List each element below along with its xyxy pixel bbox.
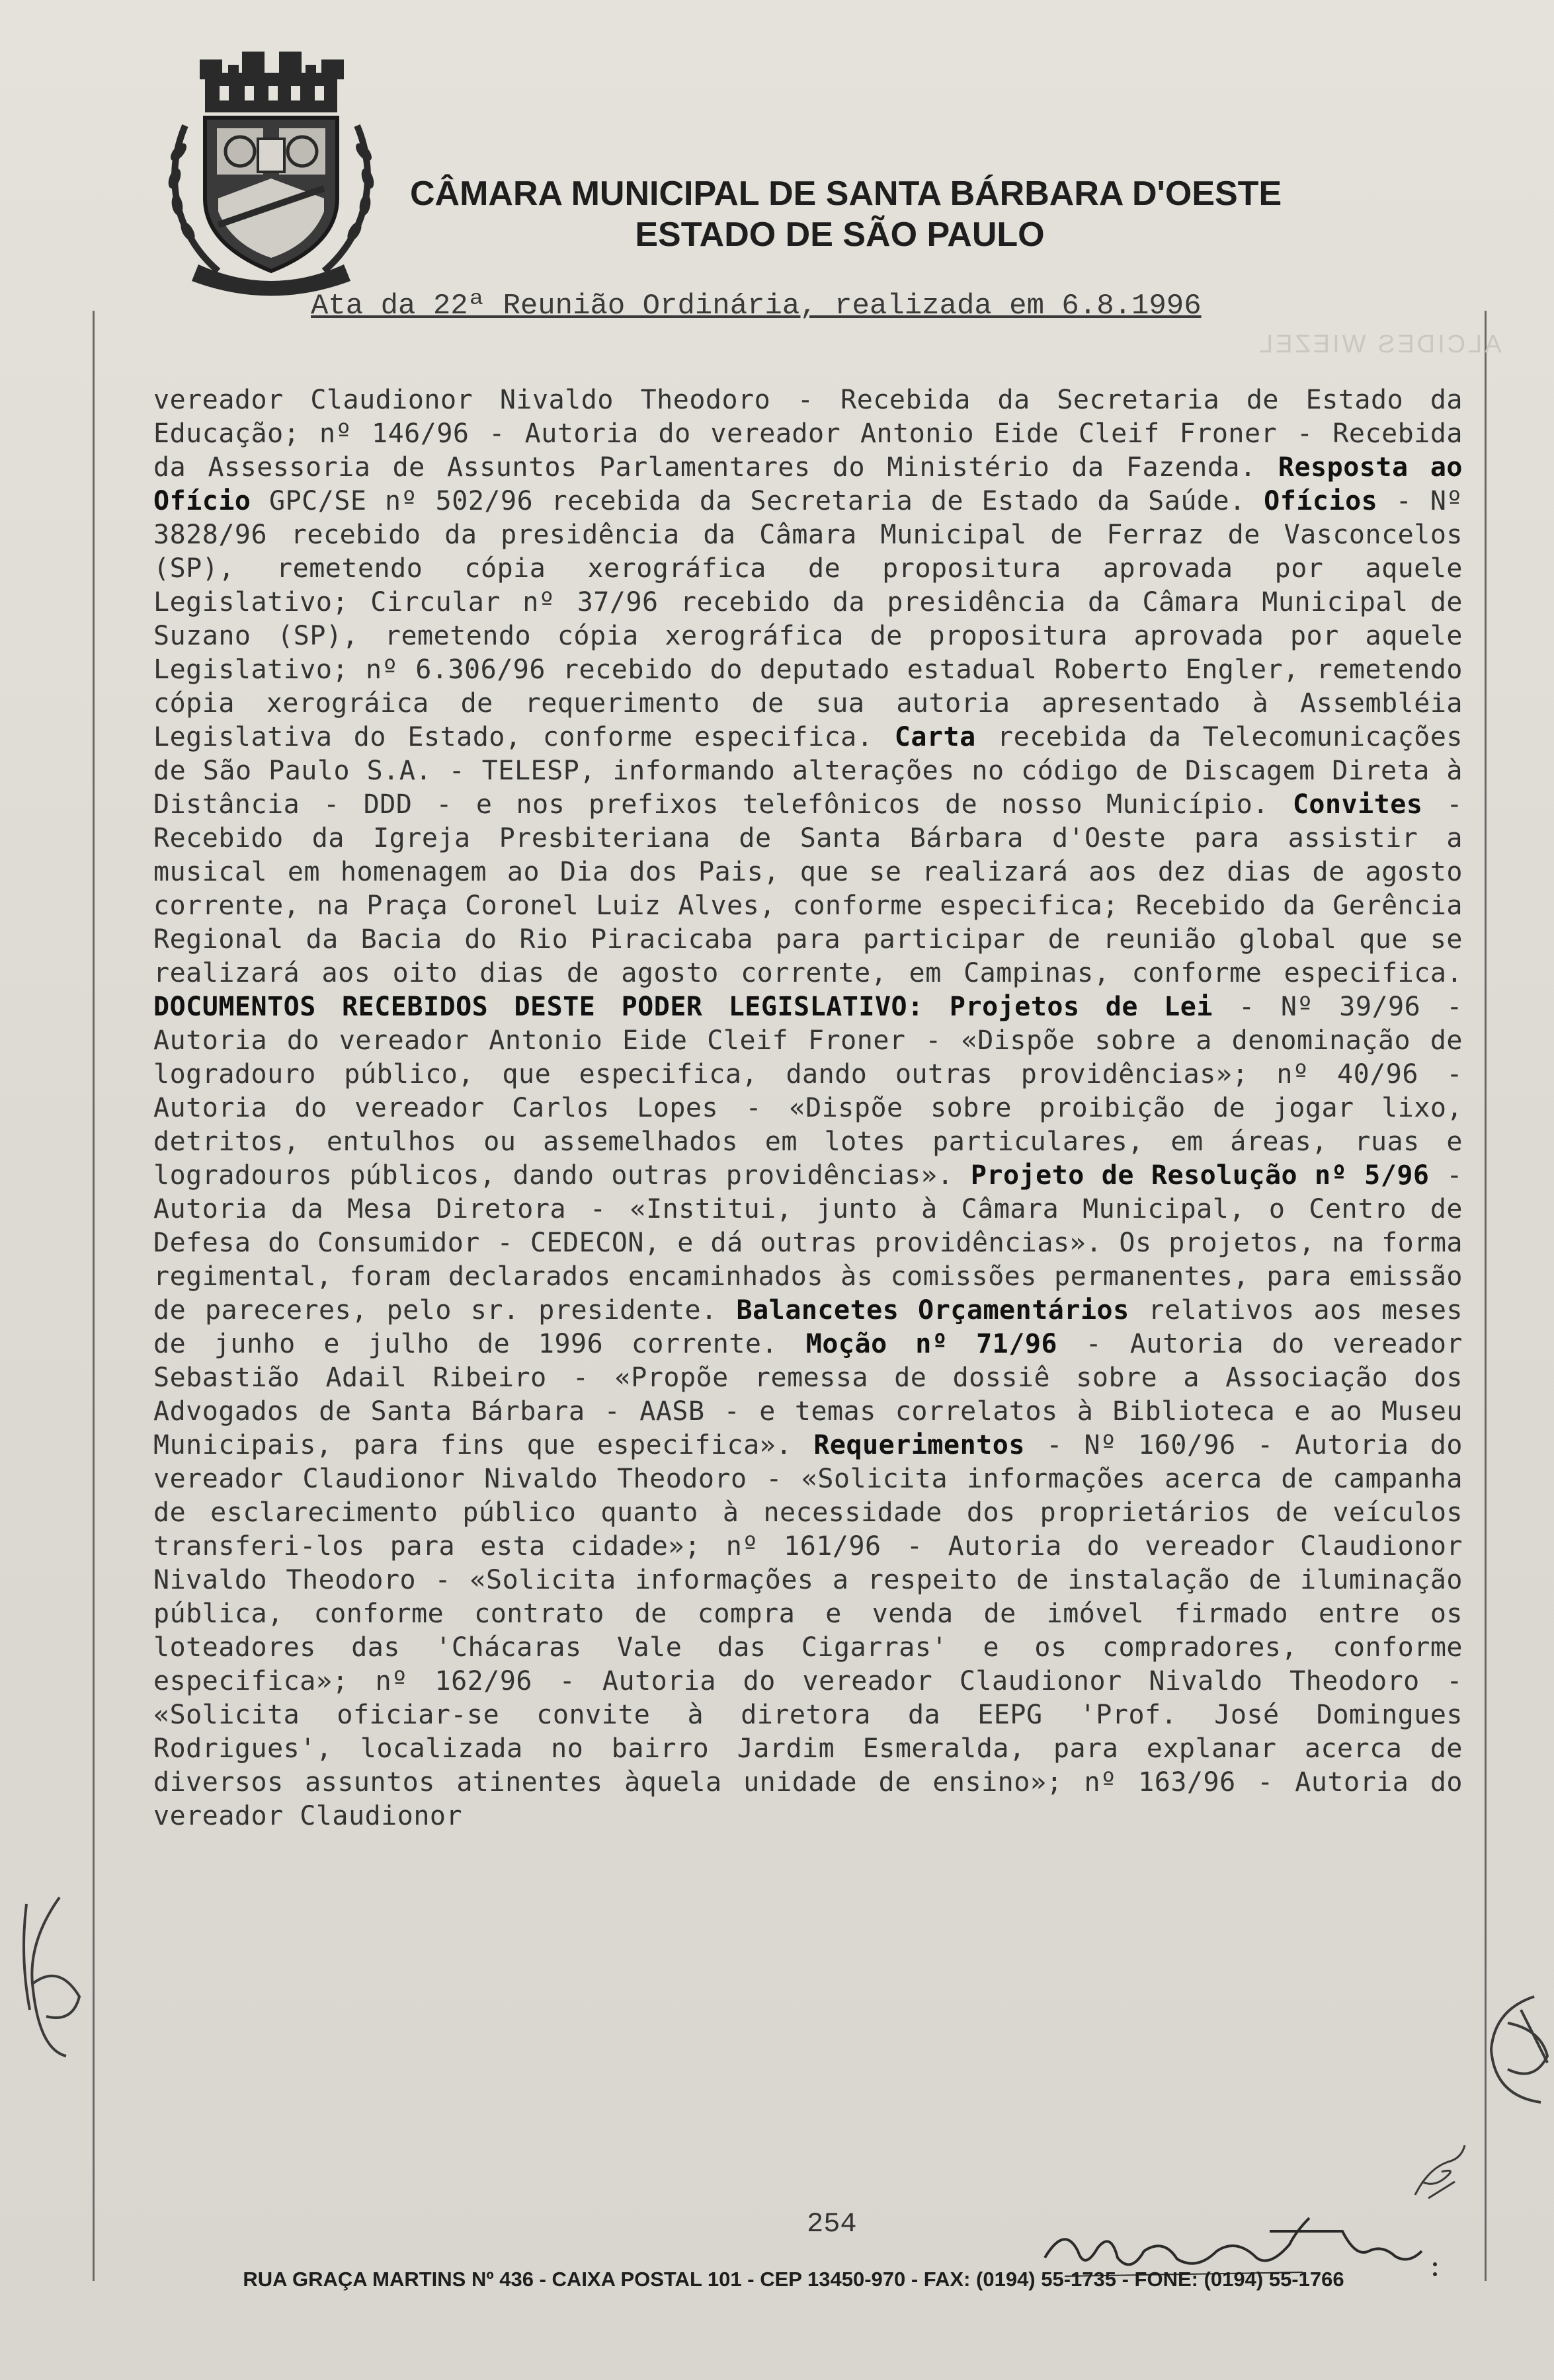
margin-rubric-right [1481,1983,1554,2116]
bold-heading-run: Projetos de Lei [949,992,1213,1022]
text-run: recebida da Telecomunicações de São Paulo S.A. - TELESP, informando alterações no código de Discagem Direta à Distância - DDD - e nos prefixos telefônicos de nosso Município. [153,722,1463,820]
initials-mark [1409,2142,1468,2202]
text-run: - Nº 160/96 - Autoria do vereador Claudionor Nivaldo Theodoro - «Solicita informações acerca de campanha de esclarecimento público quanto à necessidade dos proprietários de veículos transferi-los para esta cidade»; nº 161/96 - Autoria do vereador Claudionor Nivaldo Theodoro - «Solicita informações a respeito de instalação de iluminação pública, conforme contrato de compra e venda de imóvel firmado entre os loteadores das 'Chácaras Vale das Cigarras' e os compradores, conforme especifica»; nº 162/96 - Autoria do vereador Claudionor Nivaldo Theodoro - «Solicita oficiar-se convite à diretora da EEPG 'Prof. José Domingues Rodrigues', localizada no bairro Jardim Esmeralda, para explanar acerca de diversos assuntos atinentes àquela unidade de ensino»; nº 163/96 - Autoria do vereador Claudionor [153,1430,1463,1831]
text-run: - Recebido da Igreja Presbiteriana de Santa Bárbara d'Oeste para assistir a musical em homenagem ao Dia dos Pais, que se realizará aos dez dias de agosto corrente, na Praça Coronel Luiz Alves, conforme especifica; Recebido da Gerência Regional da Bacia do Rio Piracicaba para participar de reunião global que se realizará aos oito dias de agosto corrente, em Campinas, conforme especifica. [153,789,1463,988]
institution-name: CÂMARA MUNICIPAL DE SANTA BÁRBARA D'OESTE [410,175,1282,213]
letterhead-footer: RUA GRAÇA MARTINS Nº 436 - CAIXA POSTAL 101 - CEP 13450-970 - FAX: (0194) 55-1735 - FONE: (0194) 55-1766 [243,2268,1344,2291]
margin-rubric-left [13,1891,93,2063]
text-run: - Autoria da Mesa Diretora - «Institui, junto à Câmara Municipal, o Centro de Defesa do Consumidor - CEDECON, e dá outras providências». Os projetos, na forma regimental, foram declarados encaminhados às comissões permanentes, para emissão de pareceres, pelo sr. presidente. [153,1160,1463,1326]
text-run: - Nº 39/96 - Autoria do vereador Antonio Eide Cleif Froner - «Dispõe sobre a denominação de logradouro público, que especifica, dando outras providências»; nº 40/96 - Autoria do vereador Carlos Lopes - «Dispõe sobre proibição de jogar lixo, detritos, entulhos ou assemelhados em lotes particulares, em áreas, ruas e logradouros públicos, dando outras providências». [153,992,1463,1191]
bold-heading-run: Convites [1292,789,1423,820]
text-run: - Autoria do vereador Sebastião Adail Ribeiro - «Propõe remessa de dossiê sobre a Associação dos Advogados de Santa Bárbara - AASB - e temas correlatos à Biblioteca e ao Museu Municipais, para fins que especifica». [153,1329,1463,1460]
bold-heading-run: Ofícios [1264,486,1378,516]
municipal-crest-icon [159,46,384,304]
text-run: GPC/SE nº 502/96 recebida da Secretaria de Estado da Saúde. [251,486,1264,516]
text-run: - Nº 3828/96 recebido da presidência da Câmara Municipal de Ferraz de Vasconcelos (SP), remetendo cópia xerográfica de propositura aprovada por aquele Legislativo; Circular nº 37/96 recebido da presidência da Câmara Municipal de Suzano (SP), remetendo cópia xerográfica de propositura aprovada por aquele Legislativo; nº 6.306/96 recebido do deputado estadual Roberto Engler, remetendo cópia xerográica de requerimento de sua autoria apresentado à Assembléia Legislativa do Estado, conforme especifica. [153,486,1463,752]
text-run [924,992,950,1022]
left-margin-rule [93,311,95,2281]
bleed-through-stamp: ALCIDES WIEZEL [1256,331,1502,358]
bold-heading-run: Resposta ao Ofício [153,452,1463,516]
bold-heading-run: Projeto de Resolução nº 5/96 [970,1160,1430,1191]
bold-heading-run: Carta [894,722,976,752]
state-name: ESTADO DE SÃO PAULO [635,216,1045,254]
minutes-body [153,383,1463,1833]
bold-heading-run: DOCUMENTOS RECEBIDOS DESTE PODER LEGISLATIVO: [153,992,924,1022]
meeting-title: Ata da 22ª Reunião Ordinária, realizada em 6.8.1996 [311,290,1202,323]
text-run: vereador Claudionor Nivaldo Theodoro - Recebida da Secretaria de Estado da Educação; nº 146/96 - Autoria do vereador Antonio Eide Cleif Froner - Recebida da Assessoria de Assuntos Parlamentares do Ministério da Fazenda. [153,385,1463,483]
bold-heading-run: Balancetes Orçamentários [736,1295,1129,1326]
bold-heading-run: Moção nº 71/96 [805,1329,1057,1359]
letterhead [410,173,1282,255]
bold-heading-run: Requerimentos [813,1430,1025,1460]
page-number: 254 [807,2208,857,2240]
text-run: relativos aos meses de junho e julho de 1996 corrente. [153,1295,1463,1359]
